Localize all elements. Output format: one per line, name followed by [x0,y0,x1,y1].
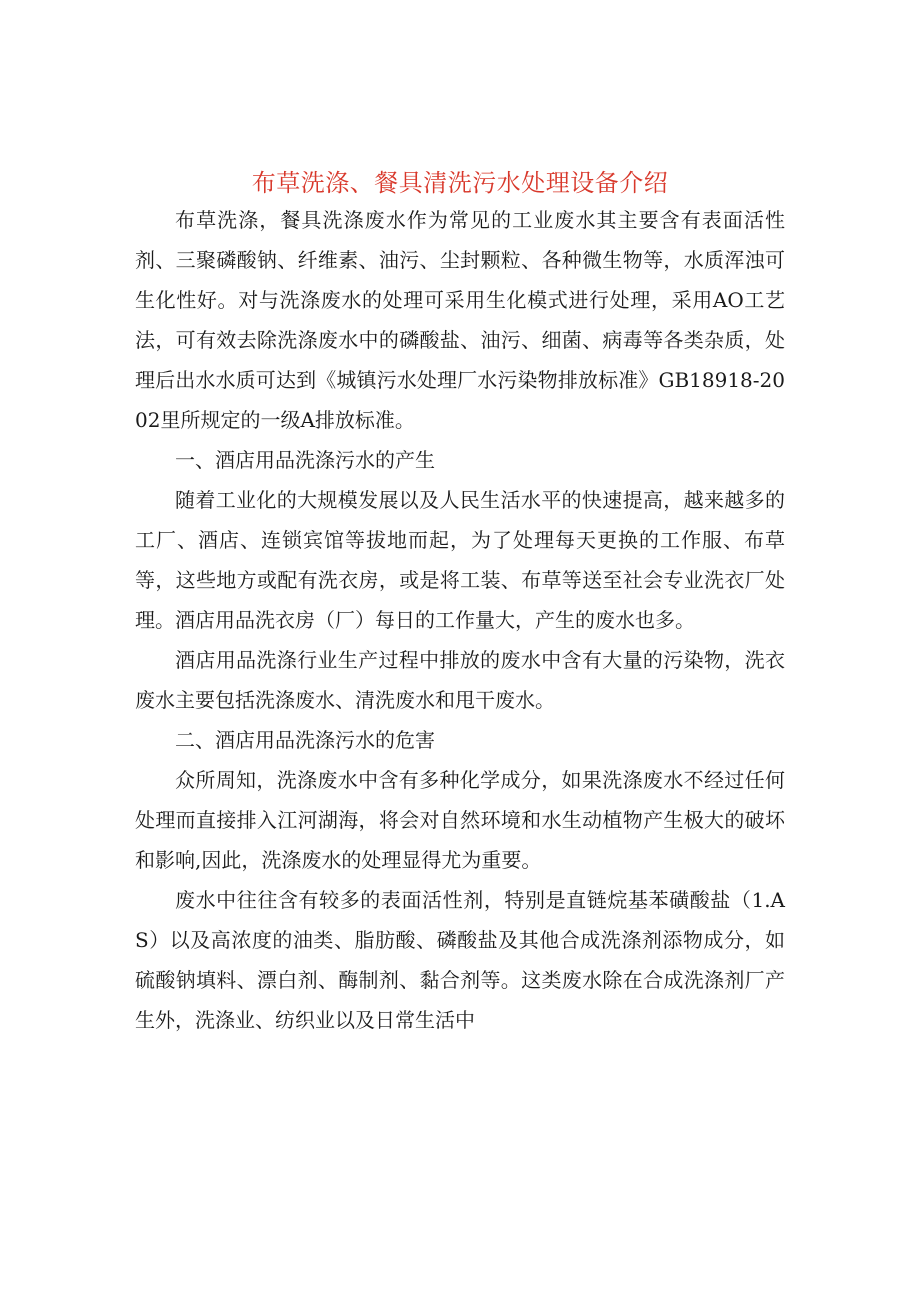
paragraph-intro: 布草洗涤，餐具洗涤废水作为常见的工业废水其主要含有表面活性剂、三聚磷酸钠、纤维素、油污、尘封颗粒、各种微生物等，水质浑浊可生化性好。对与洗涤废水的处理可采用生化模式进行处理，采用AO工艺法，可有效去除洗涤废水中的磷酸盐、油污、细菌、病毒等各类杂质，处理后出水水质可达到《城镇污水处理厂水污染物排放标准》GB18918-2002里所规定的一级A排放标准。 [135,208,785,432]
section-heading-origin: 一、酒店用品洗涤污水的产生 [175,448,435,472]
paragraph-origin-1: 随着工业化的大规模发展以及人民生活水平的快速提高，越来越多的工厂、酒店、连锁宾馆等拔地而起，为了处理每天更换的工作服、布草等，这些地方或配有洗衣房，或是将工装、布草等送至社会专业洗衣厂处理。酒店用品洗衣房（厂）每日的工作量大，产生的废水也多。 [135,488,785,632]
section-heading-hazards: 二、酒店用品洗涤污水的危害 [175,728,435,752]
paragraph-hazards-2: 废水中往往含有较多的表面活性剂，特别是直链烷基苯磺酸盐（1.AS）以及高浓度的油类、脂肪酸、磷酸盐及其他合成洗涤剂添物成分，如硫酸钠填料、漂白剂、酶制剂、黏合剂等。这类废水除在合成洗涤剂厂产生外，洗涤业、纺织业以及日常生活中 [135,888,785,1032]
paragraph-origin-2: 酒店用品洗涤行业生产过程中排放的废水中含有大量的污染物，洗衣废水主要包括洗涤废水、清洗废水和甩干废水。 [135,648,785,712]
document-body [135,200,785,1040]
paragraph-hazards-1: 众所周知，洗涤废水中含有多种化学成分，如果洗涤废水不经过任何处理而直接排入江河湖海，将会对自然环境和水生动植物产生极大的破坏和影响,因此，洗涤废水的处理显得尤为重要。 [135,768,785,872]
document-title: 布草洗涤、餐具清洗污水处理设备介绍 [251,169,669,197]
